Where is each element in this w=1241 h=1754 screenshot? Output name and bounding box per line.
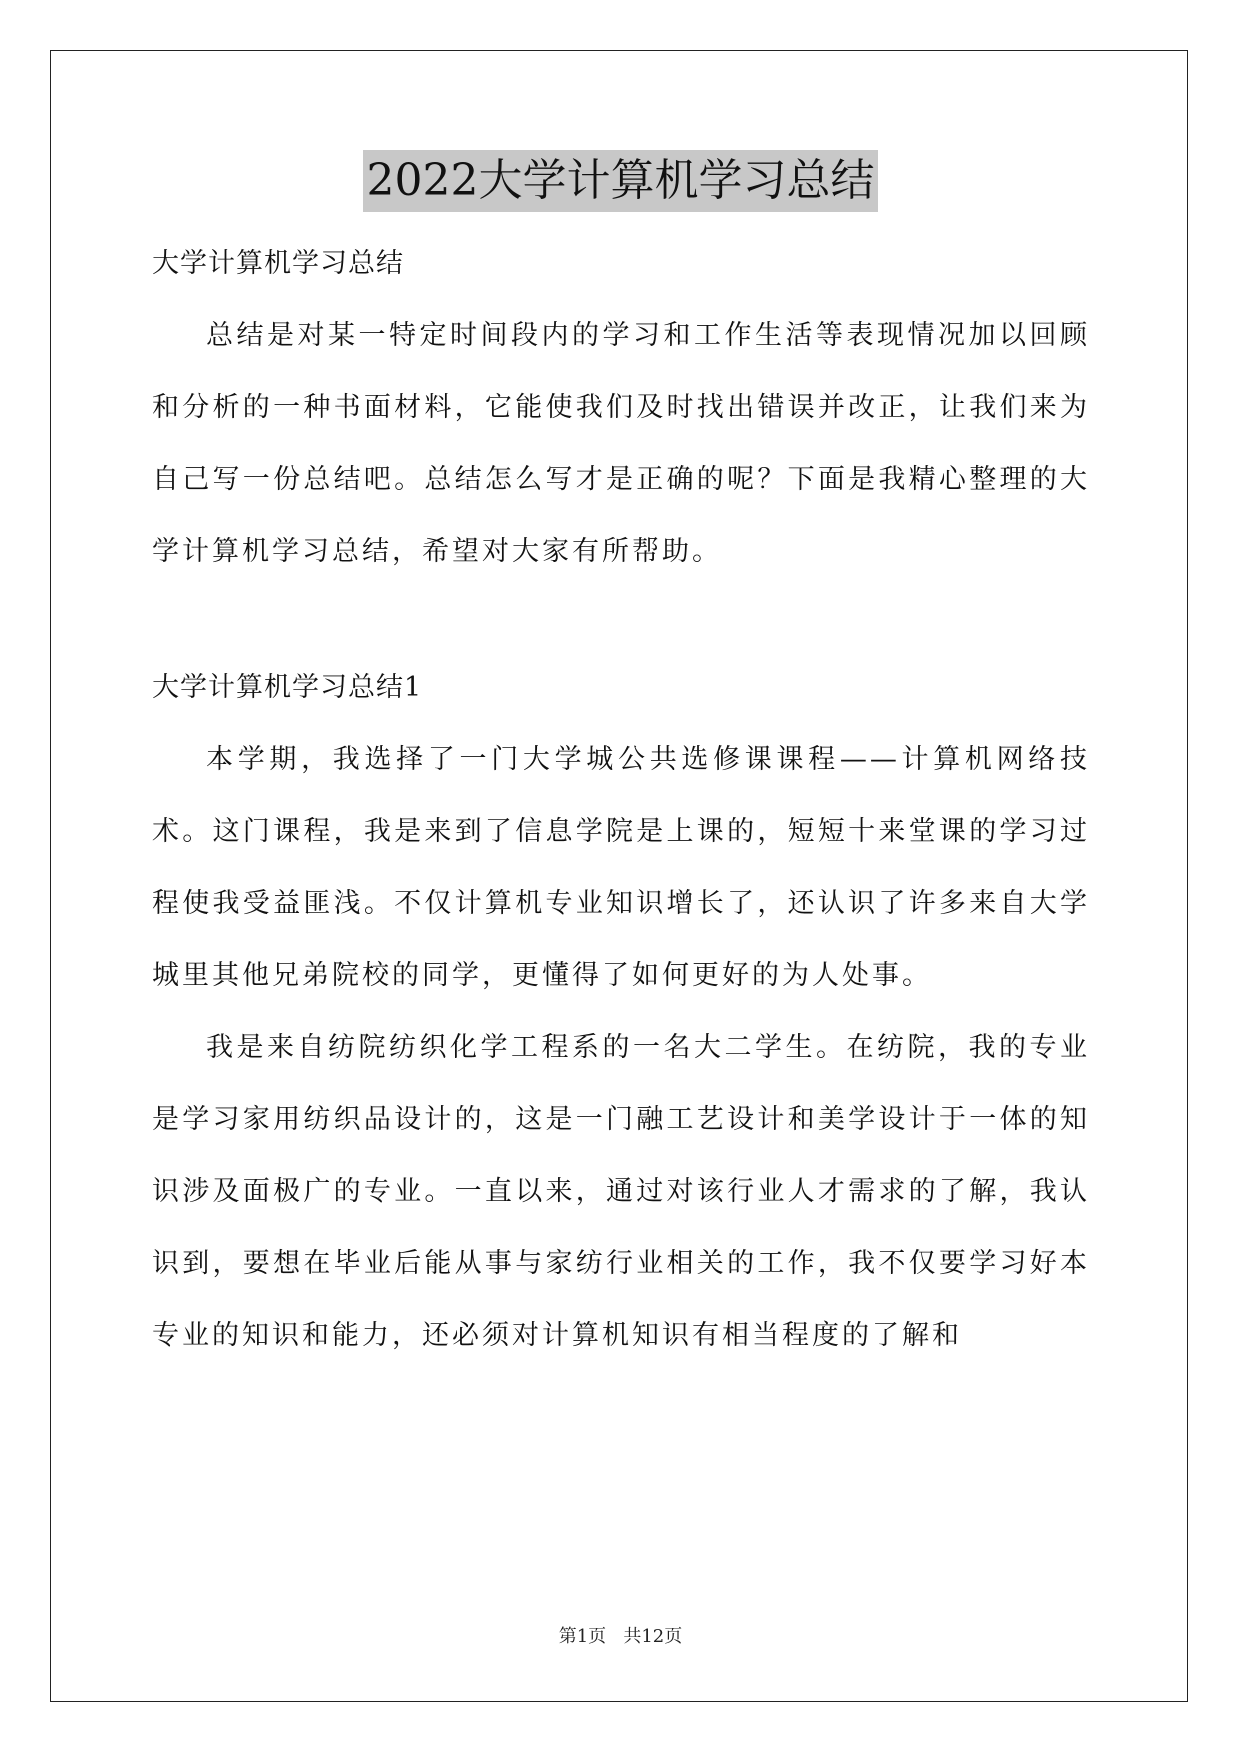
- title-container: [0, 150, 1241, 212]
- paragraph: 我是来自纺院纺织化学工程系的一名大二学生。在纺院，我的专业是学习家用纺织品设计的，这是一门融工艺设计和美学设计于一体的知识涉及面极广的专业。一直以来，通过对该行业人才需求的了解，我认识到，要想在毕业后能从事与家纺行业相关的工作，我不仅要学习好本专业的知识和能力，还必须对计算机知识有相当程度的了解和: [152, 1032, 1090, 1351]
- section-heading: 大学计算机学习总结: [152, 248, 404, 279]
- paragraph: 总结是对某一特定时间段内的学习和工作生活等表现情况加以回顾和分析的一种书面材料，它能使我们及时找出错误并改正，让我们来为自己写一份总结吧。总结怎么写才是正确的呢？下面是我精心整理的大学计算机学习总结，希望对大家有所帮助。: [152, 320, 1090, 567]
- paragraph: 本学期，我选择了一门大学城公共选修课课程——计算机网络技术。这门课程，我是来到了信息学院是上课的，短短十来堂课的学习过程使我受益匪浅。不仅计算机专业知识增长了，还认识了许多来自大学城里其他兄弟院校的同学，更懂得了如何更好的为人处事。: [152, 744, 1090, 991]
- page-footer: 第1页 共12页: [558, 1626, 683, 1647]
- document-title: 2022大学计算机学习总结: [363, 150, 879, 212]
- section-heading: 大学计算机学习总结1: [152, 672, 423, 703]
- section-gap: [152, 588, 1090, 652]
- document-body: [152, 228, 1090, 1372]
